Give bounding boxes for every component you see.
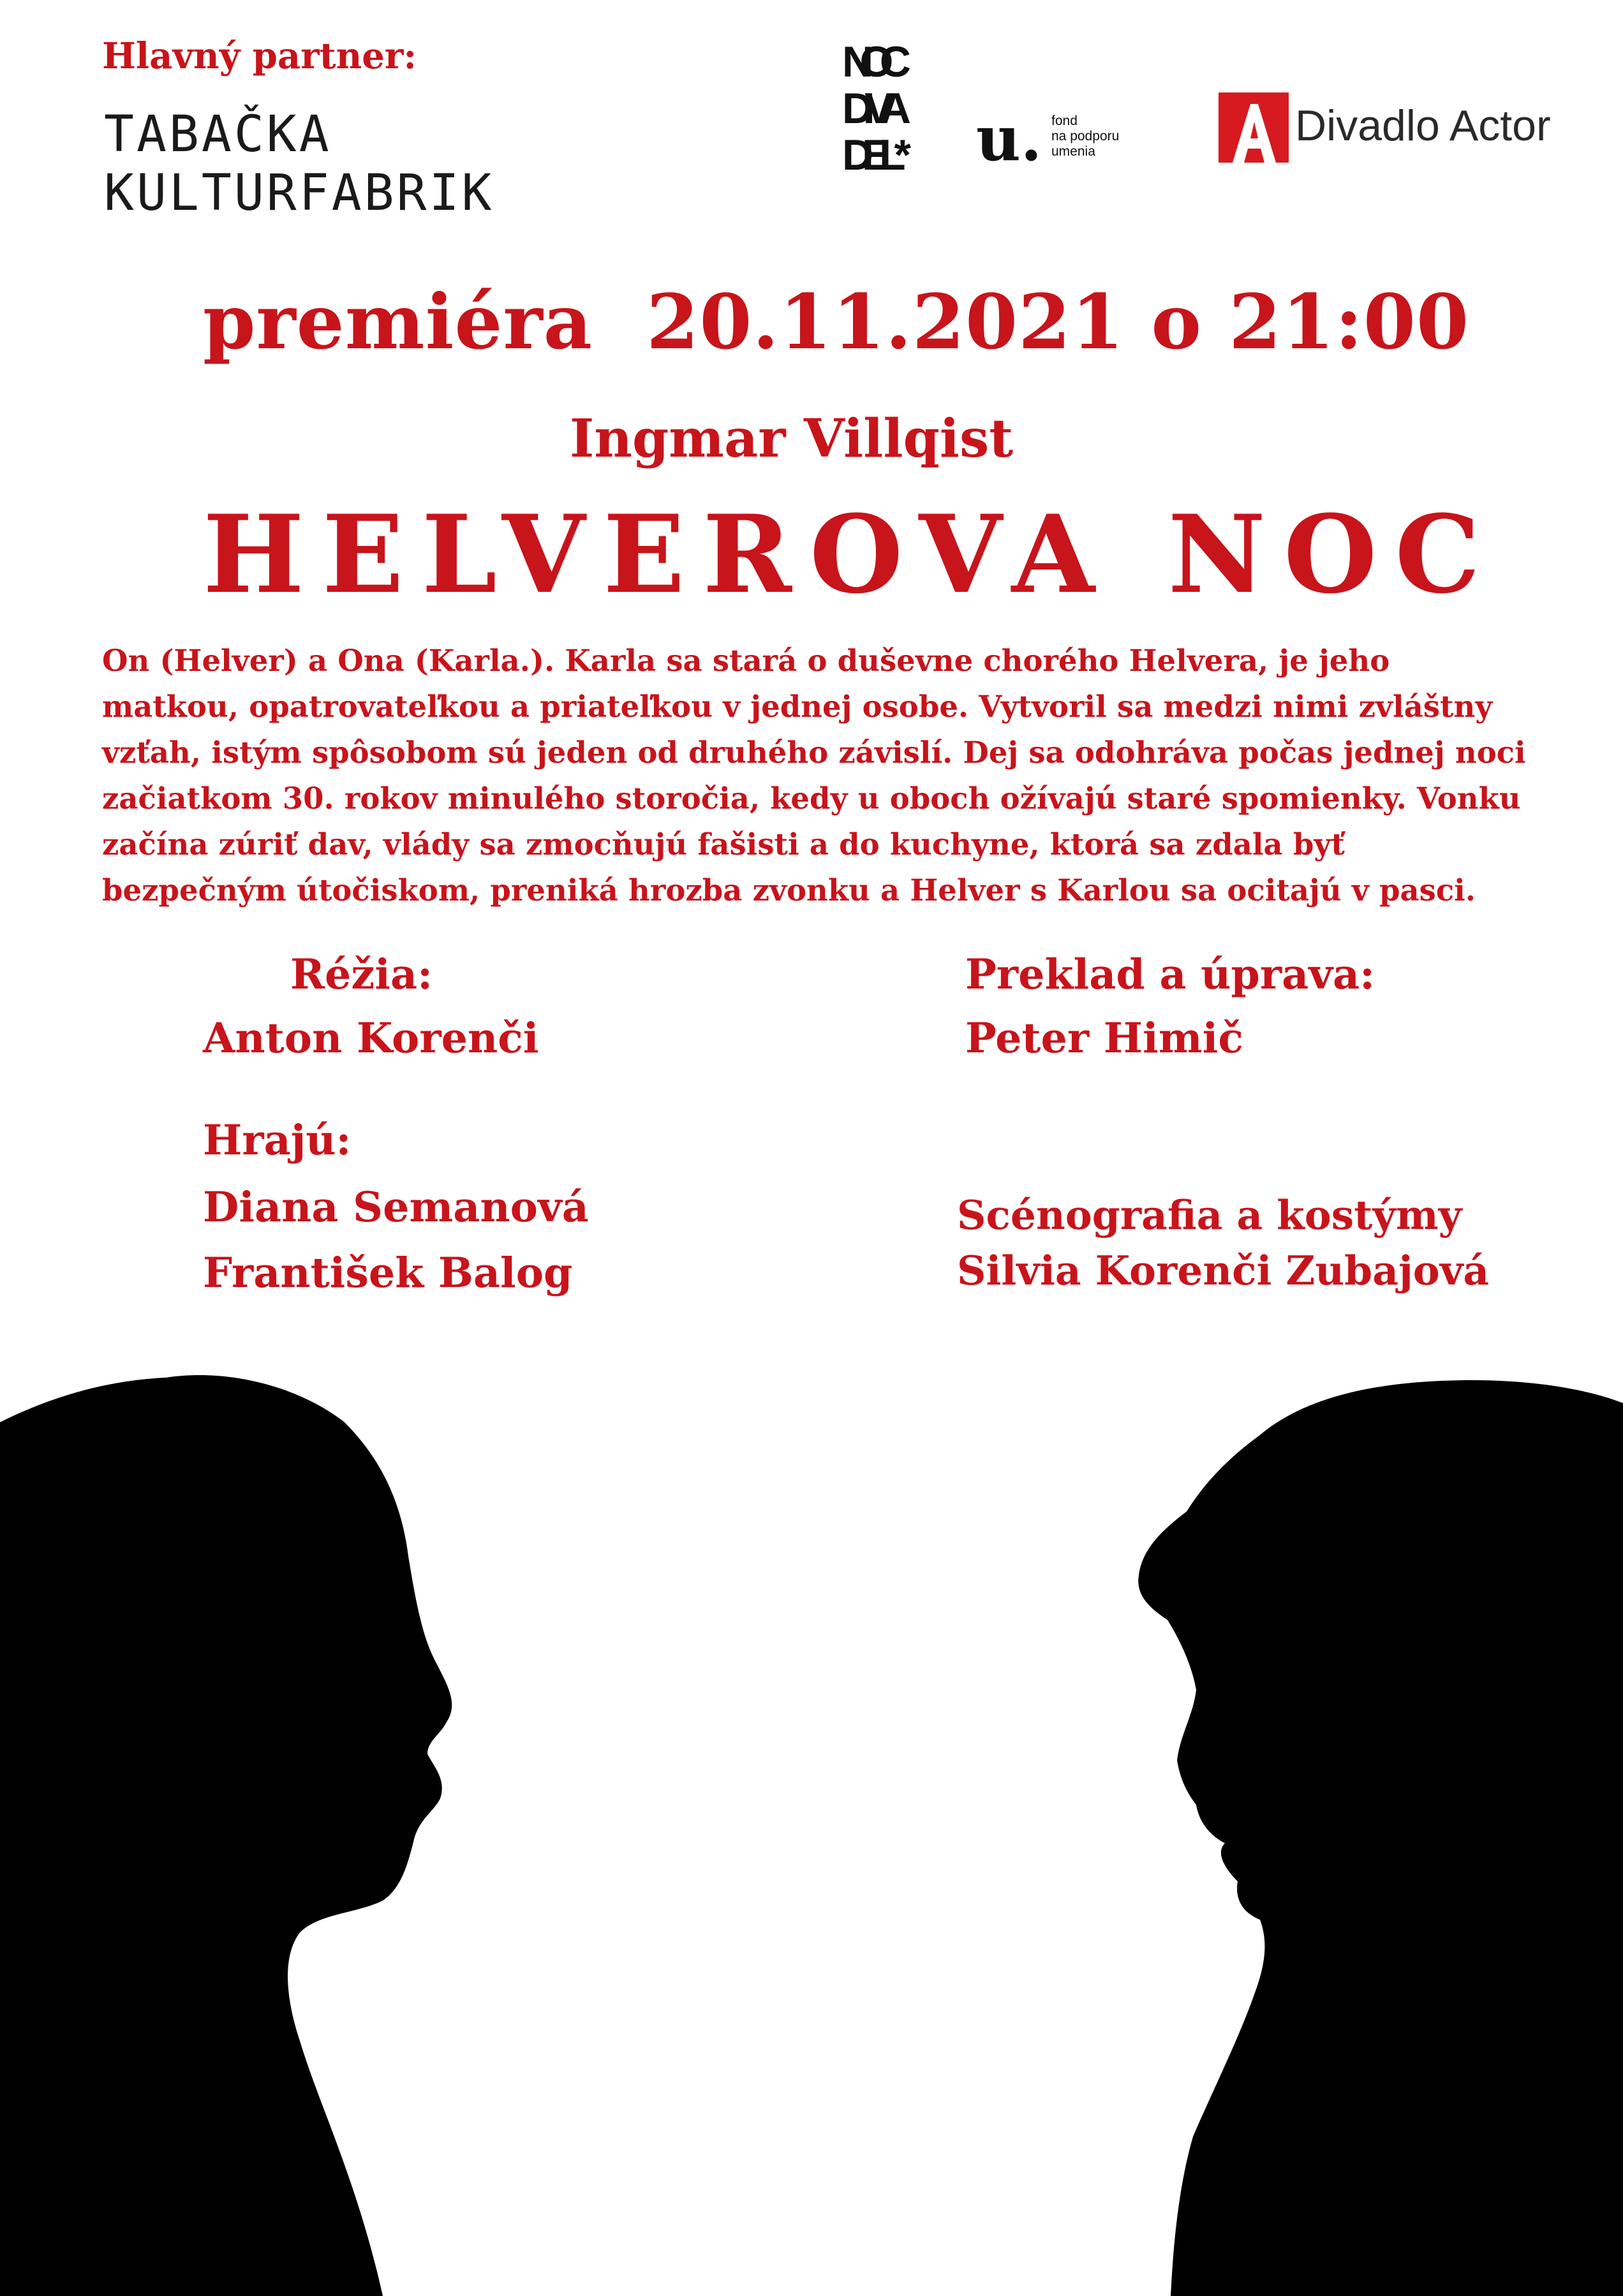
premiere-date: premiéra 20.11.2021 o 21:00 xyxy=(203,277,1470,366)
main-partner-label: Hlavný partner: xyxy=(102,35,417,77)
tabacka-logo-line: KULTURFABRIK xyxy=(104,165,494,222)
woman-silhouette xyxy=(1138,1380,1623,2296)
fond-mark: u. xyxy=(976,103,1042,175)
design-value: Silvia Korenči Zubajová xyxy=(957,1247,1490,1294)
cast-member: František Balog xyxy=(203,1249,573,1297)
cast-label: Hrajú: xyxy=(203,1116,352,1165)
design-label: Scénografia a kostýmy xyxy=(957,1191,1462,1239)
translation-value: Peter Himič xyxy=(965,1014,1243,1063)
man-silhouette xyxy=(0,1375,452,2296)
fond-line: fond xyxy=(1051,114,1078,128)
synopsis-text: On (Helver) a Ona (Karla.). Karla sa stará o duševne chorého Helvera, je jeho matkou, opatrovateľkou a priateľkou v jednej osobe. Vytvoril sa medzi nimi zvláštny vzťah, istým spôsobom sú jeden od druhého závislí. Dej sa odohráva počas jednej noci začiatkom 30. rokov minulého storočia, kedy u oboch ožívajú staré spomienky. Vonku začína zúriť dav, vlády sa zmocňujú fašisti a do kuchyne, ktorá sa zdala byť bezpečným útočiskom, preniká hrozba zvonku a Helver s Karlou sa ocitajú v pasci. xyxy=(102,643,1526,908)
cast-member: Diana Semanová xyxy=(203,1183,589,1232)
noc-divadel-line: NOC xyxy=(842,38,911,86)
fond-line: umenia xyxy=(1051,144,1095,159)
noc-divadel-line: DEL* xyxy=(842,131,911,174)
translation-label: Preklad a úprava: xyxy=(965,950,1375,999)
noc-divadel-line: DIVA xyxy=(842,84,911,133)
direction-label: Réžia: xyxy=(290,950,433,999)
play-title: HELVEROVA NOC xyxy=(203,491,1499,617)
direction-value: Anton Korenči xyxy=(203,1014,539,1063)
tabacka-logo-line: TABAČKA xyxy=(104,106,332,163)
author-name: Ingmar Villqist xyxy=(570,408,1014,469)
divadlo-actor-name: Divadlo Actor xyxy=(1295,101,1551,150)
fond-line: na podporu xyxy=(1051,129,1120,144)
